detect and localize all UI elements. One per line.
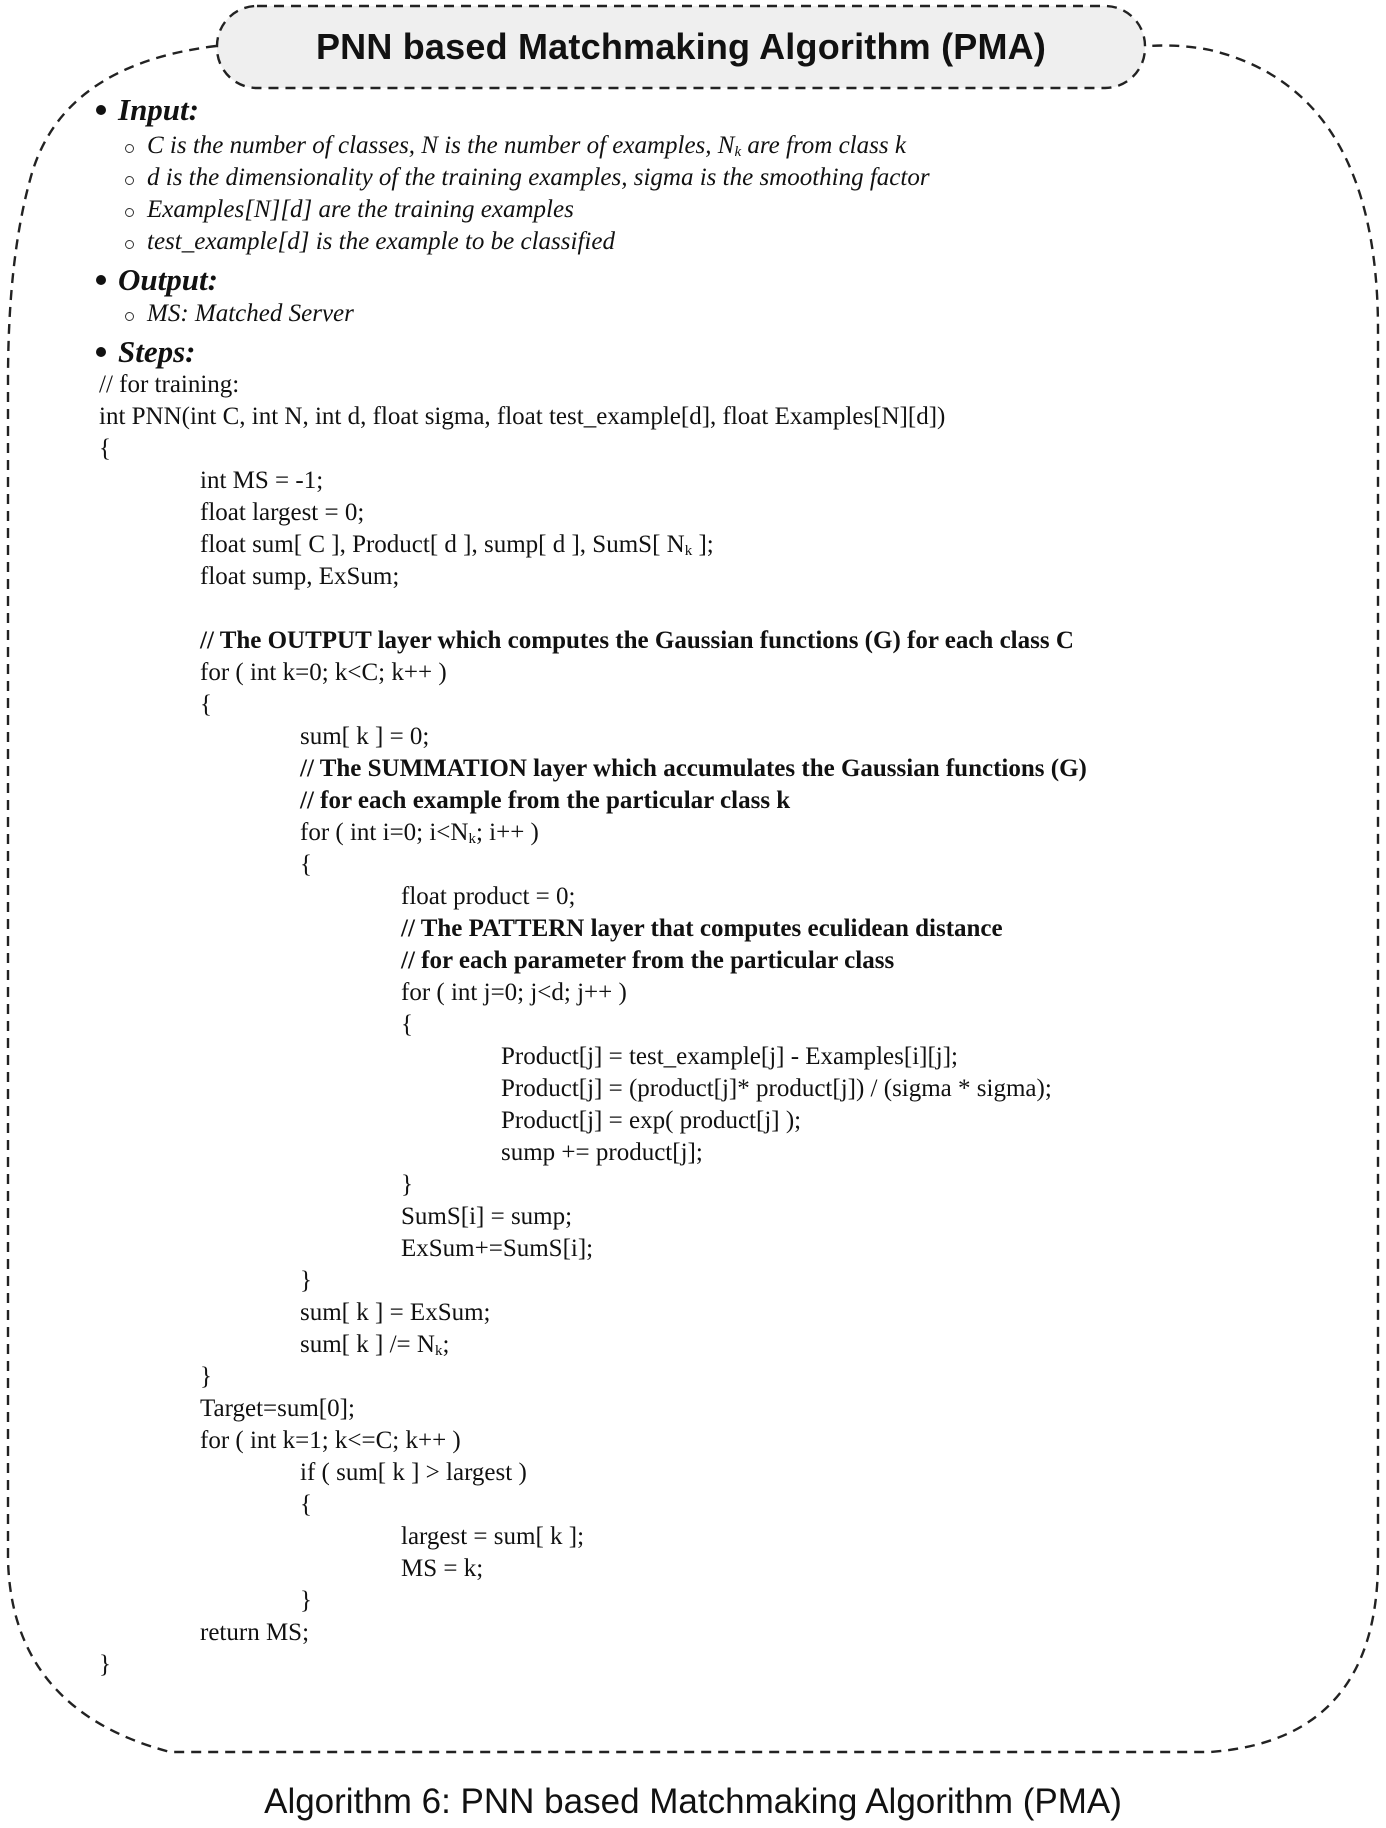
bullet-icon bbox=[96, 105, 106, 115]
output-label: Output: bbox=[118, 262, 218, 297]
code-line: { bbox=[99, 435, 111, 462]
code-line: int MS = -1; bbox=[200, 467, 324, 494]
input-item-text: C is the number of classes, N is the number of examples, $N_k$ are from class k bbox=[147, 131, 906, 160]
code-line: float largest = 0; bbox=[200, 499, 365, 526]
code-line: largest = sum[ k ]; bbox=[401, 1523, 585, 1550]
code-line: sump += product[j]; bbox=[501, 1139, 703, 1166]
code-comment-line: // The PATTERN layer that computes eculidean distance bbox=[401, 915, 1003, 942]
sub-bullet-icon bbox=[125, 312, 134, 321]
input-label: Input: bbox=[118, 92, 199, 127]
input-item bbox=[125, 162, 930, 194]
sub-bullet-icon bbox=[125, 176, 134, 185]
code-line: { bbox=[300, 851, 312, 878]
code-line: for ( int i=0; $i<N_k$; i++ ) bbox=[300, 819, 539, 847]
code-comment-line: // The SUMMATION layer which accumulates the Gaussian functions (G) bbox=[300, 755, 1087, 782]
code-line: { bbox=[401, 1011, 413, 1038]
steps-heading bbox=[96, 334, 196, 370]
code-comment-line: // for each parameter from the particular class bbox=[401, 947, 895, 974]
code-line: } bbox=[300, 1267, 312, 1294]
code-line: // for training: bbox=[99, 371, 240, 398]
input-item-text: test_example[d] is the example to be classified bbox=[147, 228, 615, 255]
sub-bullet-icon bbox=[125, 144, 134, 153]
code-line: return MS; bbox=[200, 1619, 310, 1646]
algorithm-caption: Algorithm 6: PNN based Matchmaking Algorithm (PMA) bbox=[264, 1782, 1122, 1821]
code-line: { bbox=[300, 1491, 312, 1518]
code-line: float product = 0; bbox=[401, 883, 576, 910]
code-line: ExSum+=SumS[i]; bbox=[401, 1235, 594, 1262]
code-line: Product[j] = test_example[j] - Examples[i][j]; bbox=[501, 1043, 959, 1070]
code-line: Product[j] = exp( product[j] ); bbox=[501, 1107, 802, 1134]
input-item-text: d is the dimensionality of the training examples, sigma is the smoothing factor bbox=[147, 164, 930, 191]
output-item bbox=[125, 298, 354, 330]
code-line: for ( int j=0; j<d; j++ ) bbox=[401, 979, 627, 1006]
algorithm-title: PNN based Matchmaking Algorithm (PMA) bbox=[315, 26, 1047, 67]
code-line: for ( int k=1; k<=C; k++ ) bbox=[200, 1427, 461, 1454]
input-item bbox=[125, 226, 615, 258]
code-line: } bbox=[99, 1651, 111, 1678]
sub-bullet-icon bbox=[125, 240, 134, 249]
code-line: { bbox=[200, 691, 212, 718]
code-line: } bbox=[401, 1171, 413, 1198]
code-line: float sump, ExSum; bbox=[200, 563, 400, 590]
code-line: int PNN(int C, int N, int d, float sigma, float test_example[d], float Examples[N][d]) bbox=[99, 403, 946, 430]
steps-label: Steps: bbox=[118, 334, 196, 369]
code-line: Product[j] = (product[j]* product[j]) / (sigma * sigma); bbox=[501, 1075, 1052, 1102]
code-comment-line: // The OUTPUT layer which computes the Gaussian functions (G) for each class C bbox=[200, 627, 1074, 654]
code-line: float sum[ C ], Product[ d ], sump[ d ], SumS[ $N_k$ ]; bbox=[200, 531, 714, 559]
input-item bbox=[125, 194, 574, 226]
code-line: Target=sum[0]; bbox=[200, 1395, 355, 1422]
input-item-text: Examples[N][d] are the training examples bbox=[147, 196, 574, 223]
code-line: for ( int k=0; k<C; k++ ) bbox=[200, 659, 447, 686]
output-heading bbox=[96, 262, 218, 298]
sub-bullet-icon bbox=[125, 208, 134, 217]
code-line: if ( sum[ k ] > largest ) bbox=[300, 1459, 527, 1486]
code-line: sum[ k ] = ExSum; bbox=[300, 1299, 491, 1326]
code-line: sum[ k ] /= $N_k$; bbox=[300, 1331, 450, 1359]
code-line: } bbox=[300, 1587, 312, 1614]
code-line: MS = k; bbox=[401, 1555, 484, 1582]
code-line: } bbox=[200, 1363, 212, 1390]
code-line: sum[ k ] = 0; bbox=[300, 723, 430, 750]
bullet-icon bbox=[96, 275, 106, 285]
input-item bbox=[125, 130, 906, 162]
output-item-text: MS: Matched Server bbox=[147, 300, 354, 327]
bullet-icon bbox=[96, 347, 106, 357]
input-heading bbox=[96, 92, 199, 128]
code-line: SumS[i] = sump; bbox=[401, 1203, 573, 1230]
code-comment-line: // for each example from the particular class k bbox=[300, 787, 791, 814]
